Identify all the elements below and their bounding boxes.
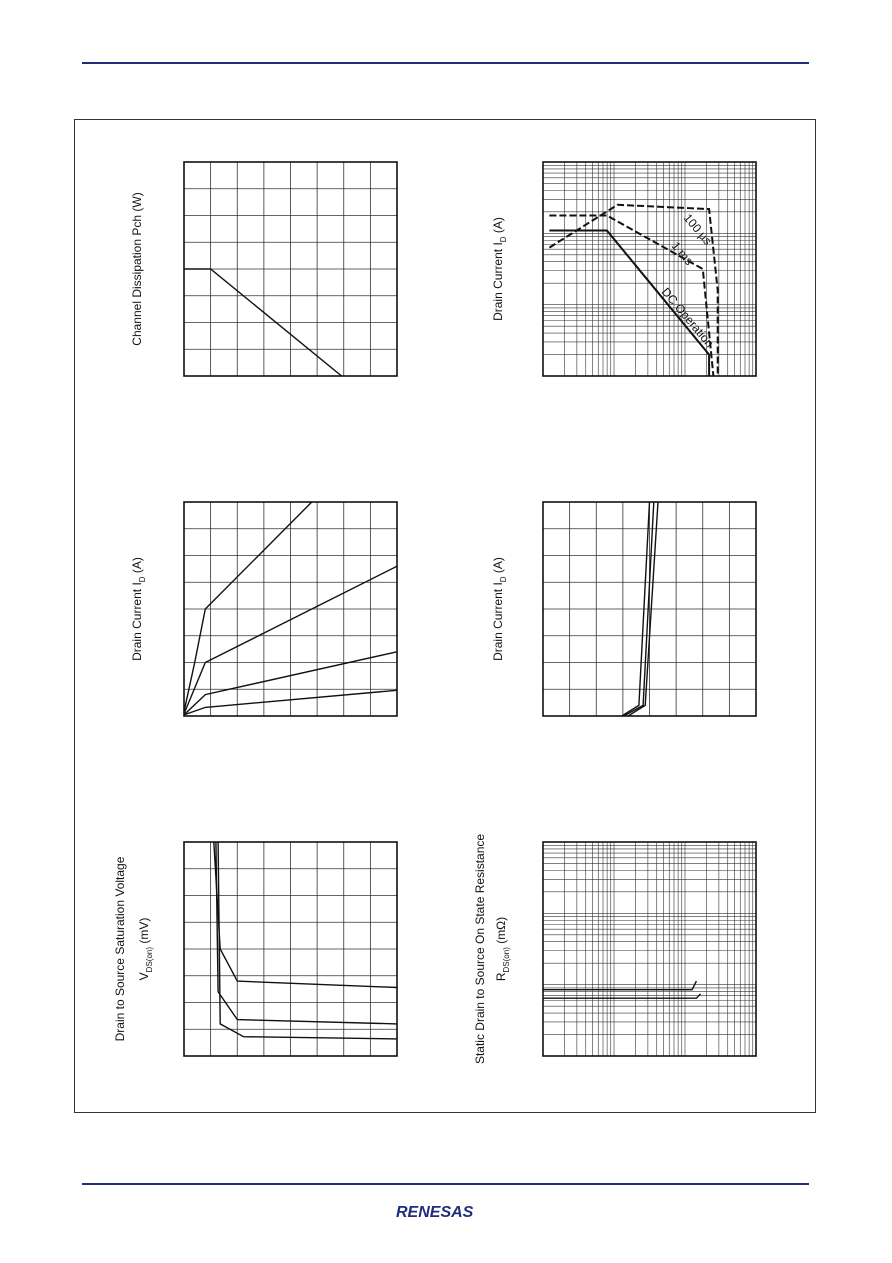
chart6 bbox=[543, 842, 756, 1056]
soa-annotation-dc: DC Operation bbox=[658, 284, 717, 351]
chart4-series-1 bbox=[549, 216, 713, 377]
chart3-series-0 bbox=[214, 842, 397, 988]
chart2 bbox=[184, 502, 397, 716]
soa-annotation-1ms: 1 ms bbox=[668, 238, 697, 268]
chart3 bbox=[184, 842, 397, 1056]
renesas-logo bbox=[390, 1200, 500, 1222]
chart4-ylabel: Drain Current $I_D$ (A) bbox=[491, 217, 508, 321]
chart6-series-1 bbox=[543, 994, 701, 998]
chart3-series-1 bbox=[216, 842, 397, 1024]
footer-rule bbox=[82, 1183, 809, 1185]
chart1 bbox=[184, 162, 397, 376]
chart4-border bbox=[543, 162, 756, 376]
chart6-series-0 bbox=[543, 981, 696, 990]
soa-annotation-100us: 100 µs bbox=[680, 210, 715, 248]
chart2-ylabel: Drain Current $I_D$ (A) bbox=[130, 557, 147, 661]
logo-text: RENESAS bbox=[396, 1204, 474, 1221]
chart3-ylabel-line2: $V_{DS(on)}$ (mV) bbox=[137, 917, 154, 981]
chart2-series-0 bbox=[184, 502, 312, 712]
chart6-ylabel-line2: $R_{DS(on)}$ (mΩ) bbox=[494, 916, 511, 982]
chart4 bbox=[543, 162, 756, 376]
chart5-ylabel: Drain Current $I_D$ (A) bbox=[491, 557, 508, 661]
chart6-border bbox=[543, 842, 756, 1056]
chart6-ylabel-line1: Static Drain to Source On State Resistance bbox=[473, 833, 487, 1065]
chart1-ylabel: Channel Dissipation Pch (W) bbox=[130, 192, 144, 346]
chart5 bbox=[543, 502, 756, 716]
chart3-ylabel-line1: Drain to Source Saturation Voltage bbox=[113, 856, 127, 1042]
